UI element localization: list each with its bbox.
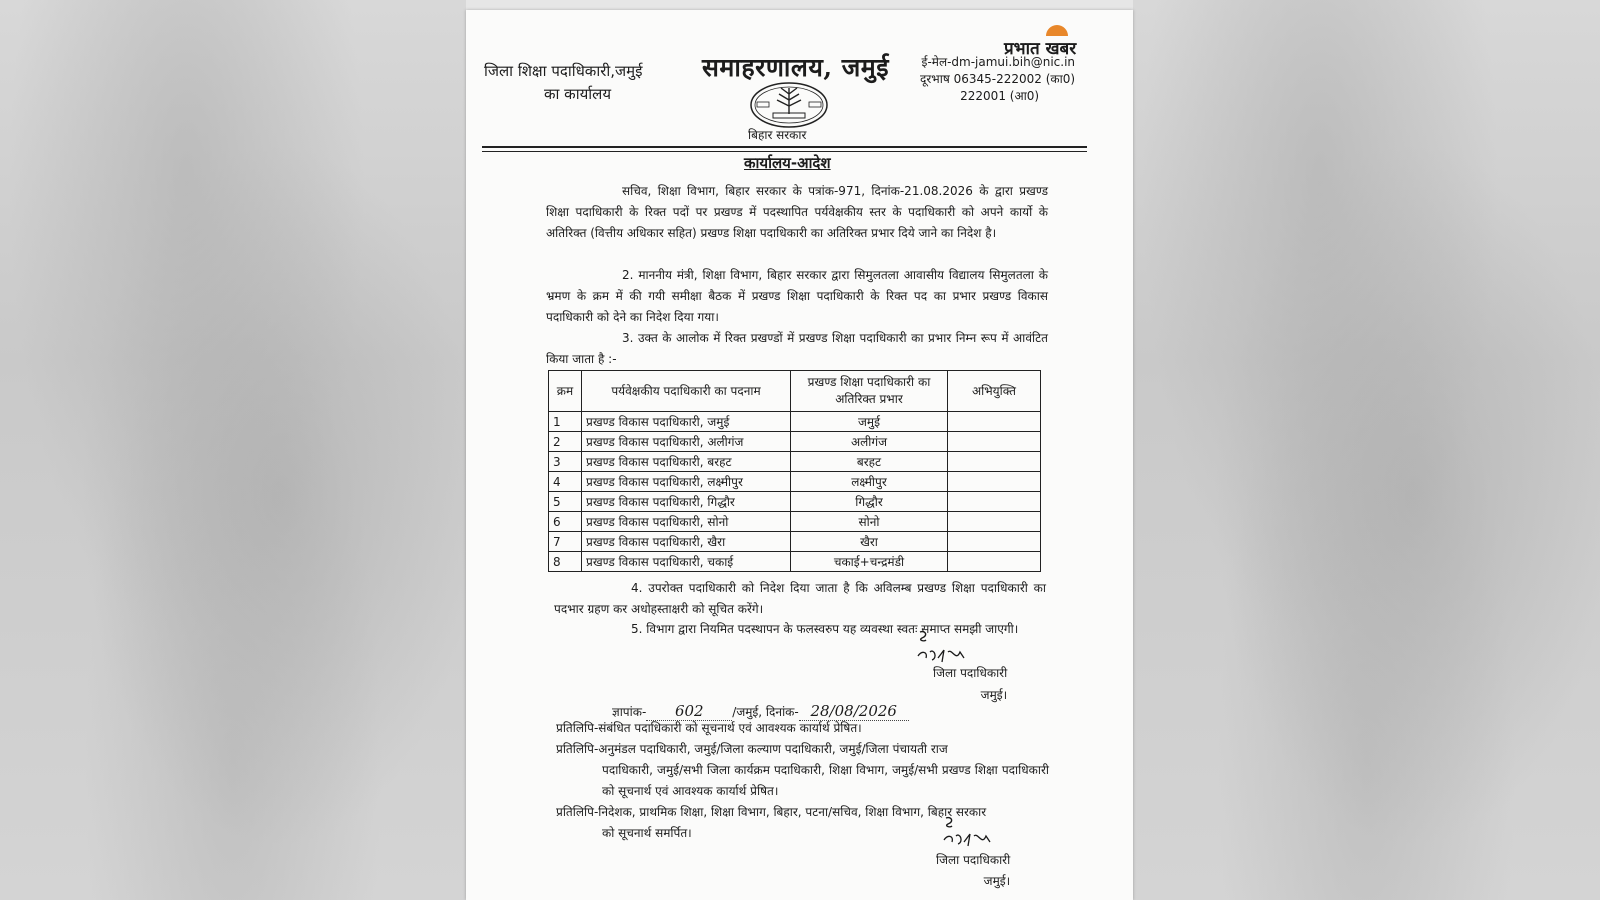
row-serial: 8 [549,552,582,572]
office-left-line2: का कार्यालय [544,85,612,103]
row-serial: 1 [549,412,582,432]
paragraph-3: 3. उक्त के आलोक में रिक्त प्रखण्डों में प्रखण्ड शिक्षा पदाधिकारी का प्रभार निम्न रूप में आवंटित किया जाता है :- [546,331,1048,366]
row-officer: प्रखण्ड विकास पदाधिकारी, अलीगंज [582,432,791,452]
memo-prefix: ज्ञापांक- [612,705,647,719]
order-title: कार्यालय-आदेश [744,154,831,172]
bihar-emblem-icon [749,80,829,130]
table-row [549,472,1041,492]
signature-1-designation: जिला पदाधिकारी [933,666,1008,680]
signature-2 [940,814,1000,852]
table-row [549,452,1041,472]
row-charge: लक्ष्मीपुर [791,472,948,492]
paragraph-5: 5. विभाग द्वारा नियमित पदस्थापन के फलस्वरुप यह व्यवस्था स्वतः समाप्त समझी जाएगी। [631,622,1019,636]
table-header-row [549,371,1041,412]
row-serial: 5 [549,492,582,512]
header-charge: प्रखण्ड शिक्षा पदाधिकारी का अतिरिक्त प्रभार [791,371,948,412]
header-rule [482,146,1087,148]
copy-3-rest: को सूचनार्थ समर्पित। [602,826,692,840]
row-officer: प्रखण्ड विकास पदाधिकारी, खैरा [582,532,791,552]
row-remarks [948,452,1041,472]
row-remarks [948,432,1041,452]
row-remarks [948,532,1041,552]
row-remarks [948,492,1041,512]
header-remarks: अभियुक्ति [948,371,1041,412]
row-officer: प्रखण्ड विकास पदाधिकारी, लक्ष्मीपुर [582,472,791,492]
paragraph-2: 2. माननीय मंत्री, शिक्षा विभाग, बिहार सरकार द्वारा सिमुलतला आवासीय विद्यालय सिमुलतला के भ्रमण के क्रम में की गयी समीक्षा बैठक में प्रखण्ड शिक्षा पदाधिकारी के रिक्त पद का प्रभार प्रखण्ड विकास पदाधिकारी को देने का निदेश दिया गया। [546,268,1048,324]
signature-2-place: जमुई। [983,874,1011,888]
phone-office-text: दूरभाष 06345-222002 (का0) [920,72,1076,86]
row-serial: 3 [549,452,582,472]
header-serial: क्रम [549,371,582,412]
row-charge: जमुई [791,412,948,432]
brand-watermark: प्रभात खबर [1004,39,1077,59]
background-blur-right [1133,0,1600,900]
row-remarks [948,512,1041,532]
office-left-block [484,60,642,106]
contact-block [920,54,1075,105]
table-row [549,552,1041,572]
phone-res-text: 222001 (आ0) [960,89,1040,103]
background-blur-left [0,0,466,900]
paragraph-1: सचिव, शिक्षा विभाग, बिहार सरकार के पत्रांक-971, दिनांक-21.08.2026 के द्वारा प्रखण्ड शिक्षा पदाधिकारी के रिक्त पदों पर प्रखण्ड में पदस्थापित पर्यवेक्षकीय स्तर के पदाधिकारी को अपने कार्यो के अतिरिक्त (वित्तीय अधिकार सहित) प्रखण्ड शिक्षा पदाधिकारी का अतिरिक्त प्रभार दिये जाने का निदेश है। [546,184,1048,240]
copy-2-line1: प्रतिलिपि-अनुमंडल पदाधिकारी, जमुई/जिला कल्याण पदाधिकारी, जमुई/जिला पंचायती राज [556,742,948,756]
emblem-caption: बिहार सरकार [748,128,807,142]
row-charge: गिद्धौर [791,492,948,512]
header-rule-thin [482,151,1087,152]
row-remarks [948,552,1041,572]
allocation-table [548,370,1041,572]
row-serial: 7 [549,532,582,552]
row-remarks [948,412,1041,432]
document-page [466,10,1133,900]
signature-2-block [936,850,1010,892]
row-officer: प्रखण्ड विकास पदाधिकारी, गिद्धौर [582,492,791,512]
row-officer: प्रखण्ड विकास पदाधिकारी, चकाई [582,552,791,572]
table-row [549,492,1041,512]
copy-2-rest: पदाधिकारी, जमुई/सभी जिला कार्यक्रम पदाधिकारी, शिक्षा विभाग, जमुई/सभी प्रखण्ड शिक्षा पदाधिकारी को सूचनार्थ एवं आवश्यक कार्यार्थ प्रेषित। [602,763,1049,798]
row-officer: प्रखण्ड विकास पदाधिकारी, जमुई [582,412,791,432]
office-center-title: समाहरणालय, जमुई [702,53,890,82]
office-left-line1: जिला शिक्षा पदाधिकारी,जमुई [484,62,643,80]
row-charge: सोनो [791,512,948,532]
row-officer: प्रखण्ड विकास पदाधिकारी, बरहट [582,452,791,472]
email-text: ई-मेल-dm-jamui.bih@nic.in [921,55,1076,69]
copy-1: प्रतिलिपि-संबंधित पदाधिकारी को सूचनार्थ एवं आवश्यक कार्यार्थ प्रेषित। [556,721,862,735]
memo-middle: /जमुई, दिनांक- [732,705,799,719]
signature-1-block [933,662,1007,706]
row-officer: प्रखण्ड विकास पदाधिकारी, सोनो [582,512,791,532]
row-serial: 2 [549,432,582,452]
table-row [549,512,1041,532]
signature-2-designation: जिला पदाधिकारी [936,853,1011,867]
row-charge: खैरा [791,532,948,552]
row-charge: अलीगंज [791,432,948,452]
table-row [549,432,1041,452]
memo-date: 28/08/2026 [799,702,909,721]
paragraph-4: 4. उपरोक्त पदाधिकारी को निदेश दिया जाता है कि अविलम्ब प्रखण्ड शिक्षा पदाधिकारी का पदभार ग्रहण कर अधोहस्ताक्षरी को सूचित करेंगे। [554,581,1046,616]
table-body [549,412,1041,572]
top-strip [466,0,1133,10]
header-officer: पर्यवेक्षकीय पदाधिकारी का पदनाम [582,371,791,412]
copy-2 [556,739,1049,802]
row-charge: चकाई+चन्द्रमंडी [791,552,948,572]
row-remarks [948,472,1041,492]
table-row [549,412,1041,432]
brand-sun-icon [1046,25,1068,36]
row-charge: बरहट [791,452,948,472]
row-serial: 4 [549,472,582,492]
copy-3-line1: प्रतिलिपि-निदेशक, प्राथमिक शिक्षा, शिक्षा विभाग, बिहार, पटना/सचिव, शिक्षा विभाग, बिहार सरकार [556,805,987,819]
row-serial: 6 [549,512,582,532]
table-row [549,532,1041,552]
signature-1-place: जमुई। [980,688,1008,702]
memo-number: 602 [646,702,732,721]
